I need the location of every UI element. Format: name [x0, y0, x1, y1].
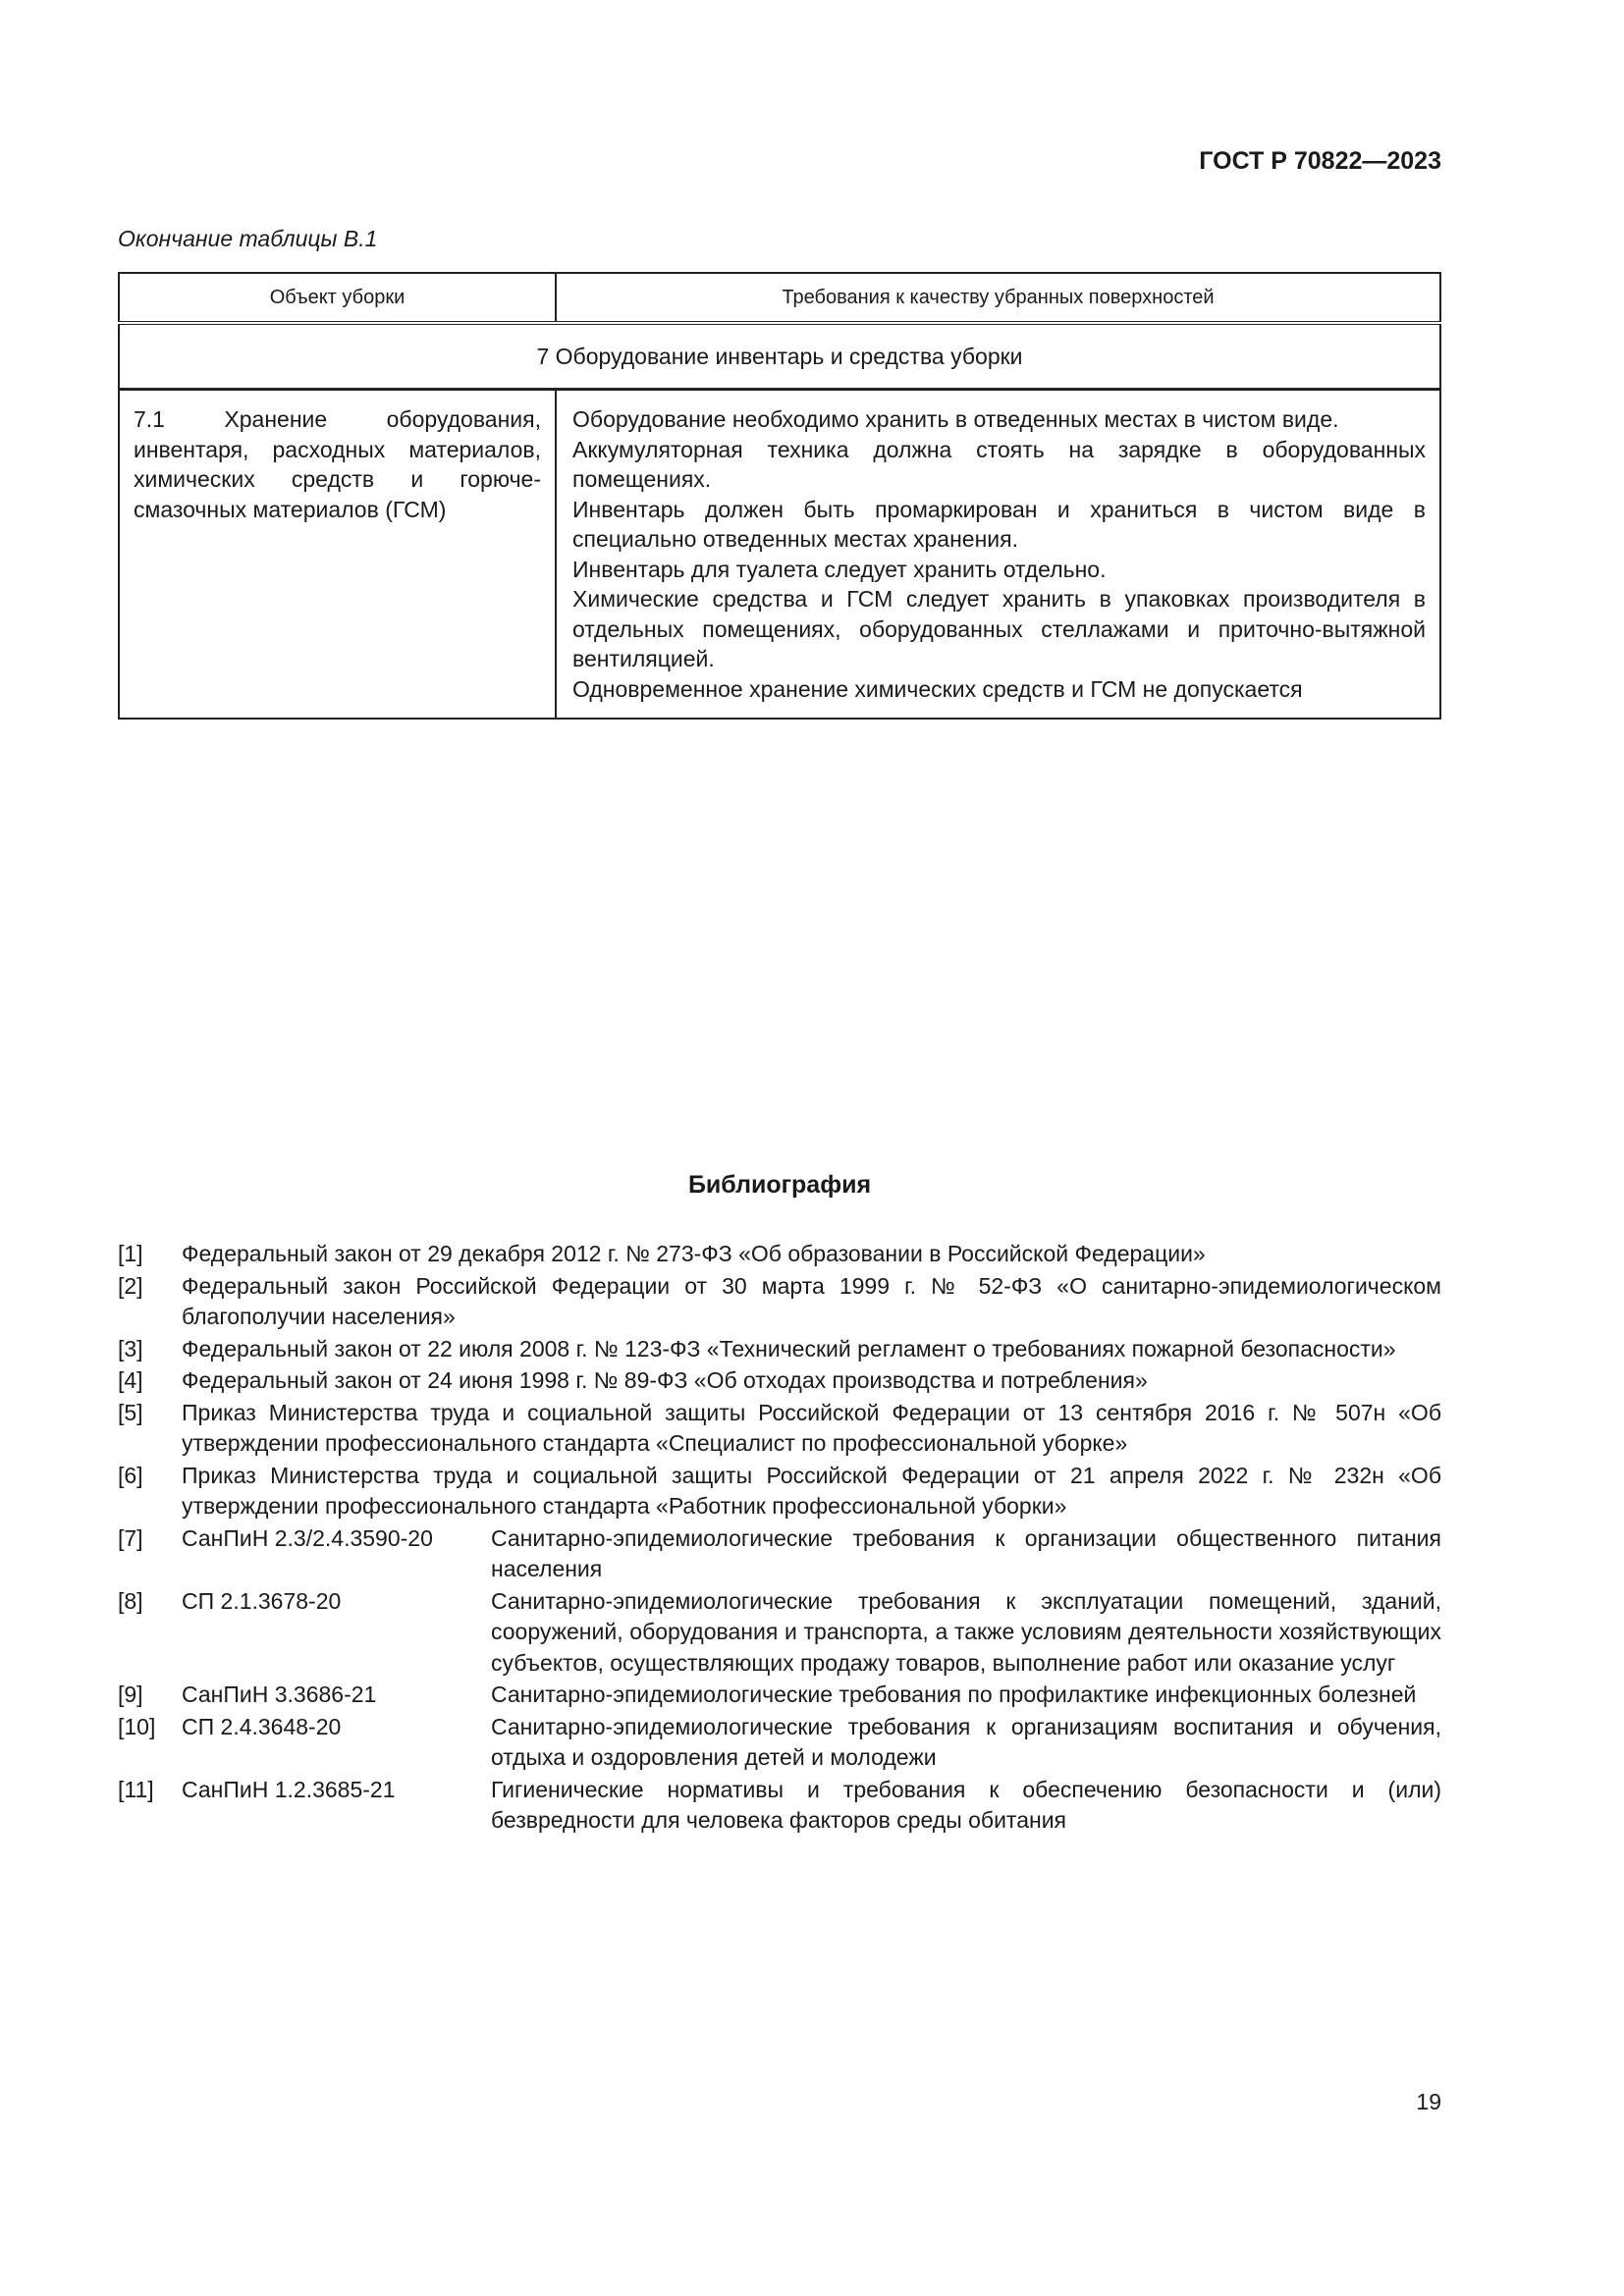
bibliography-entry	[118, 1712, 1441, 1774]
entry-number: [1]	[118, 1241, 143, 1266]
entry-text: Санитарно-эпидемиологические требования к организации общественного питания населения	[491, 1524, 1441, 1581]
table-header-row	[119, 273, 1440, 323]
requirement-line: Химические средства и ГСМ следует хранить в упаковках производителя в отдельных помещениях, оборудованных стеллажами и приточно-вытяжной вентиляцией.	[572, 586, 1426, 671]
bibliography-entry	[118, 1239, 1441, 1270]
entry-text: Федеральный закон от 29 декабря 2012 г. № 273-ФЗ «Об образовании в Российской Федерации»	[182, 1241, 1206, 1266]
entry-code: СП 2.4.3648-20	[182, 1713, 342, 1739]
table-row	[119, 390, 1440, 720]
table-section-row	[119, 323, 1440, 390]
entry-text: Приказ Министерства труда и социальной защиты Российской Федерации от 21 апреля 2022 г. № 232н «Об утверждении профессионального стандарта «Работник профессиональной уборки»	[182, 1462, 1441, 1519]
requirement-line: Инвентарь для туалета следует хранить отдельно.	[572, 556, 1107, 582]
entry-text: Федеральный закон от 22 июля 2008 г. № 123-ФЗ «Технический регламент о требованиях пожарной безопасности»	[182, 1335, 1396, 1362]
entry-text: Приказ Министерства труда и социальной защиты Российской Федерации от 13 сентября 2016 г. № 507н «Об утверждении профессионального стандарта «Специалист по профессиональной уборке»	[182, 1399, 1441, 1456]
section-title: 7 Оборудование инвентарь и средства уборки	[119, 323, 1440, 390]
requirement-line: Оборудование необходимо хранить в отведенных местах в чистом виде.	[572, 406, 1339, 432]
requirements-cell	[556, 390, 1440, 720]
entry-text: Федеральный закон от 24 июня 1998 г. № 89-ФЗ «Об отходах производства и потребления»	[182, 1367, 1148, 1393]
column-header-requirements: Требования к качеству убранных поверхностей	[556, 273, 1440, 323]
entry-number: [10]	[118, 1713, 156, 1739]
bibliography-entry	[118, 1398, 1441, 1460]
entry-text: Федеральный закон Российской Федерации от 30 марта 1999 г. № 52-ФЗ «О санитарно-эпидемиологическом благополучии населения»	[182, 1272, 1441, 1329]
entry-code: СП 2.1.3678-20	[182, 1587, 342, 1614]
entry-number: [6]	[118, 1462, 143, 1488]
entry-number: [3]	[118, 1335, 143, 1362]
entry-code: СанПиН 1.2.3685-21	[182, 1776, 396, 1802]
table-continuation-caption: Окончание таблицы В.1	[118, 226, 378, 251]
page-number: 19	[1416, 2089, 1441, 2114]
entry-number: [7]	[118, 1524, 143, 1551]
entry-number: [4]	[118, 1367, 143, 1393]
bibliography-entry	[118, 1271, 1441, 1333]
bibliography-list	[118, 1239, 1441, 1838]
requirement-line: Одновременное хранение химических средств и ГСМ не допускается	[572, 675, 1303, 702]
requirements-table	[118, 272, 1441, 720]
entry-code: СанПиН 3.3686-21	[182, 1682, 377, 1707]
document-code: ГОСТ Р 70822—2023	[1199, 147, 1441, 175]
bibliography-entry	[118, 1334, 1441, 1365]
entry-text: Санитарно-эпидемиологические требования к эксплуатации помещений, зданий, сооружений, оборудования и транспорта, а также условиям деятельности хозяйствующих субъектов, осуществляющих продажу товаров, выполнение работ или оказание услуг	[491, 1587, 1441, 1676]
entry-code: СанПиН 2.3/2.4.3590-20	[182, 1524, 433, 1551]
entry-number: [8]	[118, 1587, 143, 1614]
requirement-line: Инвентарь должен быть промаркирован и храниться в чистом виде в специально отведенных местах хранения.	[572, 496, 1426, 552]
column-header-object: Объект уборки	[119, 273, 556, 323]
bibliography-entry	[118, 1775, 1441, 1837]
bibliography-entry	[118, 1586, 1441, 1680]
bibliography-entry	[118, 1523, 1441, 1585]
entry-number: [9]	[118, 1682, 143, 1707]
requirement-line: Аккумуляторная техника должна стоять на зарядке в оборудованных помещениях.	[572, 436, 1426, 492]
entry-text: Санитарно-эпидемиологические требования к организациям воспитания и обучения, отдыха и оздоровления детей и молодежи	[491, 1713, 1441, 1770]
bibliography-entry	[118, 1461, 1441, 1522]
entry-text: Гигиенические нормативы и требования к обеспечению безопасности и (или) безвредности для человека факторов среды обитания	[491, 1776, 1441, 1833]
entry-number: [11]	[118, 1776, 154, 1802]
object-cell: 7.1 Хранение оборудования, инвентаря, расходных материалов, химических средств и горюче-смазочных материалов (ГСМ)	[119, 390, 556, 720]
bibliography-title: Библиография	[687, 1171, 872, 1199]
bibliography-entry	[118, 1680, 1441, 1711]
entry-number: [5]	[118, 1399, 143, 1425]
entry-number: [2]	[118, 1272, 143, 1299]
entry-text: Санитарно-эпидемиологические требования по профилактике инфекционных болезней	[491, 1682, 1417, 1707]
bibliography-entry	[118, 1365, 1441, 1397]
